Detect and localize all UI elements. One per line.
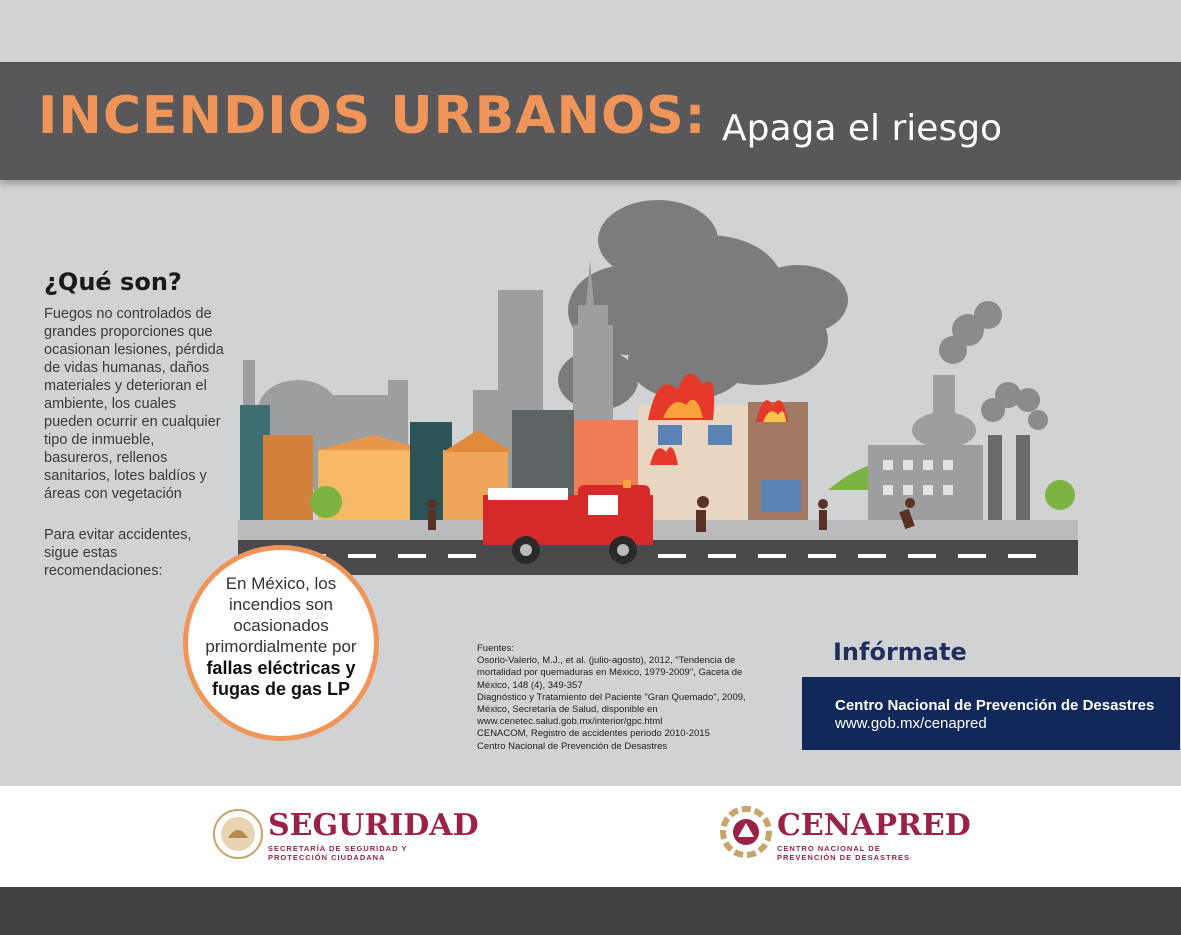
cenapred-logo-text: CENAPRED [777,808,971,843]
source-ref-4: Centro Nacional de Prevención de Desastres [477,740,668,752]
seguridad-logo-text: SEGURIDAD [268,808,479,843]
cenapred-emblem-icon [720,806,772,858]
circle-text: En México, los incendios son ocasionados primordialmente por [205,574,357,656]
footer [0,786,1181,887]
source-ref-1: Osorio-Valerio, M.J., et al. (julio-agosto), 2012, "Tendencia de mortalidad por quemaduras en México, 1979-2009", Gaceta de México, 148 (4), 349-357 [477,655,743,691]
org-name: Centro Nacional de Prevención de Desastres [835,697,1155,714]
informate-heading: Infórmate [833,638,967,666]
city-fire-illustration [238,190,1078,580]
circle-highlight: fallas eléctricas y fugas de gas LP [206,658,356,699]
sources-label: Fuentes: [477,643,514,654]
building-orange-left [263,435,313,520]
cenapred-logo-subtitle: CENTRO NACIONAL DE PREVENCIÓN DE DESASTRES [777,844,911,862]
source-ref-2: Diagnóstico y Tratamiento del Paciente "Gran Quemado", 2009, México, Secretaría de Salud, disponible en www.cenetec.salud.gob.mx/interior/gpc.html [477,691,746,728]
seguridad-logo-subtitle: SECRETARÍA DE SEGURIDAD Y PROTECCIÓN CIUDADANA [268,844,408,862]
factory-smoke [939,301,1048,430]
sidewalk [238,520,1078,540]
org-url-link[interactable]: www.gob.mx/cenapred [835,715,987,732]
source-ref-3: CENACOM, Registro de accidentes periodo 2010-2015 [477,728,710,740]
bottom-bar [0,887,1181,935]
sources-block [477,643,777,753]
seguridad-seal-icon [212,808,264,860]
definition-text: Fuegos no controlados de grandes proporciones que ocasionan lesiones, pérdida de vidas humanas, daños materiales y deterioran el ambiente, los cuales pueden ocurrir en cualquier tipo de inmueble, basureros, rellenos sanitarios, lotes baldíos y áreas con vegetación [44,306,224,502]
top-strip [0,0,1181,62]
recommendation-text: Para evitar accidentes, sigue estas recomendaciones: [44,527,192,579]
what-are-heading: ¿Qué son? [44,268,182,296]
page-title: INCENDIOS URBANOS: [38,86,707,146]
page-subtitle: Apaga el riesgo [722,108,1003,149]
